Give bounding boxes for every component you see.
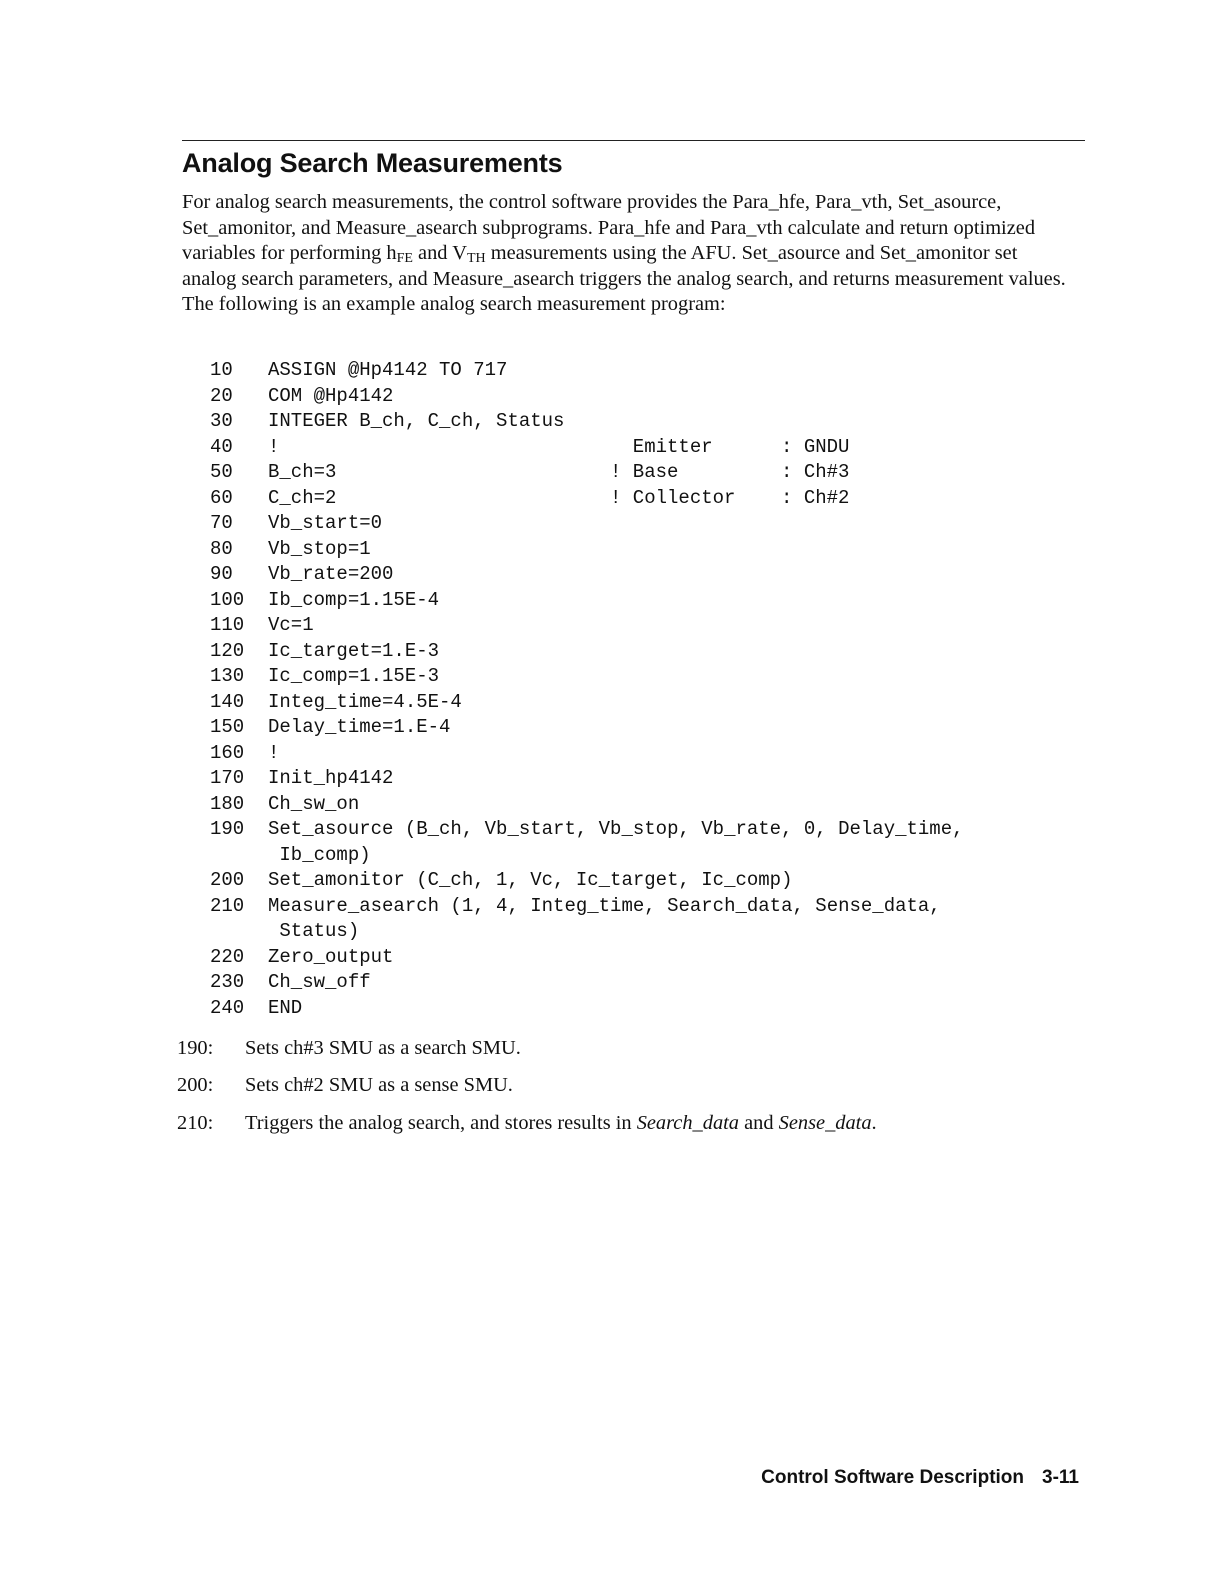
code-line [210, 562, 1010, 588]
line-number: 50 [210, 461, 233, 483]
code-line [210, 409, 1010, 435]
code-text: Ib_comp) [268, 843, 371, 866]
section-heading: Analog Search Measurements [182, 148, 563, 178]
code-text: Vb_rate=200 [268, 563, 394, 585]
code-line [210, 843, 1010, 869]
code-text: Delay_time=1.E-4 [268, 716, 451, 738]
code-line [210, 766, 1010, 792]
code-line [210, 741, 1010, 767]
code-line [210, 511, 1010, 537]
code-line [210, 945, 1010, 971]
page-number: 3-11 [1042, 1467, 1079, 1488]
code-text: Init_hp4142 [268, 767, 394, 789]
line-number: 120 [210, 639, 245, 662]
note-em-search-data: Search_data [636, 1112, 739, 1134]
footer-title: Control Software Description [761, 1467, 1025, 1488]
note-190 [177, 1035, 521, 1061]
code-line [210, 970, 1010, 996]
intro-paragraph [182, 190, 1072, 318]
note-text: Sets ch#3 SMU as a search SMU. [245, 1037, 521, 1059]
code-text: INTEGER B_ch, C_ch, Status [268, 410, 565, 432]
code-comment: ! Base : Ch#3 [610, 461, 850, 483]
note-200 [177, 1072, 513, 1098]
code-line [210, 664, 1010, 690]
line-number: 170 [210, 767, 245, 789]
code-line [210, 384, 1010, 410]
code-line [210, 715, 1010, 741]
code-text: Zero_output [268, 945, 394, 968]
code-text: Set_amonitor (C_ch, 1, Vc, Ic_target, Ic_comp) [268, 869, 793, 891]
code-text: Ib_comp=1.15E-4 [268, 588, 440, 611]
code-text: Vc=1 [268, 614, 314, 636]
line-number: 220 [210, 945, 245, 968]
note-number: 190: [177, 1037, 214, 1059]
vth-subscript: TH [466, 251, 486, 267]
line-number: 230 [210, 971, 245, 993]
note-text-post: . [871, 1112, 877, 1134]
code-text: B_ch=3 [268, 461, 337, 483]
line-number: 240 [210, 996, 245, 1019]
note-text: Sets ch#2 SMU as a sense SMU. [245, 1074, 513, 1096]
code-line [210, 792, 1010, 818]
line-number: 110 [210, 614, 245, 636]
code-text: ! [268, 435, 280, 458]
line-number: 160 [210, 741, 245, 764]
code-text: Ch_sw_off [268, 971, 371, 993]
code-text: Measure_asearch (1, 4, Integ_time, Search_data, Sense_data, [268, 894, 941, 917]
hfe-subscript: FE [396, 251, 413, 267]
intro-text-2: and V [412, 242, 467, 265]
header-rule [182, 140, 1085, 141]
code-listing [210, 358, 1010, 1021]
line-number: 60 [210, 486, 233, 509]
note-210 [177, 1110, 877, 1136]
code-text: ! [268, 741, 280, 764]
intro-text-1: For analog search measurements, the control software provides the Para_hfe, Para_vth, Set_asource, Set_amonitor, and Measure_asearch subprograms. Para_hfe and Para_vth calculate and return optimized variables for performing h [182, 191, 1036, 265]
line-number: 90 [210, 563, 233, 585]
line-number: 130 [210, 665, 245, 687]
line-number: 10 [210, 359, 233, 381]
line-number: 140 [210, 690, 245, 713]
code-line [210, 588, 1010, 614]
line-number: 30 [210, 410, 233, 432]
code-line [210, 919, 1010, 945]
line-number: 210 [210, 894, 245, 917]
code-text: COM @Hp4142 [268, 384, 394, 407]
code-line [210, 868, 1010, 894]
code-text: Integ_time=4.5E-4 [268, 690, 462, 713]
note-em-sense-data: Sense_data [778, 1112, 872, 1134]
code-line [210, 894, 1010, 920]
line-number: 40 [210, 435, 233, 458]
code-line [210, 537, 1010, 563]
code-text: Status) [268, 920, 360, 942]
code-line [210, 996, 1010, 1022]
code-line [210, 690, 1010, 716]
code-text: Ch_sw_on [268, 792, 360, 815]
line-number: 180 [210, 792, 245, 815]
line-number: 80 [210, 537, 233, 560]
code-line [210, 435, 1010, 461]
code-line [210, 639, 1010, 665]
line-number: 200 [210, 869, 245, 891]
code-line [210, 460, 1010, 486]
line-number: 150 [210, 716, 245, 738]
code-comment: ! Collector : Ch#2 [610, 486, 850, 509]
note-number: 200: [177, 1074, 214, 1096]
code-line [210, 486, 1010, 512]
line-number: 190 [210, 818, 245, 840]
page-footer [761, 1467, 1079, 1489]
code-text: Ic_target=1.E-3 [268, 639, 440, 662]
code-text: END [268, 996, 303, 1019]
code-text: Ic_comp=1.15E-3 [268, 665, 440, 687]
code-text: ASSIGN @Hp4142 TO 717 [268, 359, 508, 381]
intro-text-3: measurements using the AFU. Set_asource and Set_amonitor set analog search parameters, and Measure_asearch triggers the analog search, and returns measurement values. The following is an example analog search measurement program: [182, 242, 1066, 316]
code-comment: Emitter : GNDU [610, 435, 850, 458]
note-text-mid: and [739, 1112, 779, 1134]
line-number: 20 [210, 384, 233, 407]
code-text: Vb_stop=1 [268, 537, 371, 560]
code-line [210, 358, 1010, 384]
code-line [210, 817, 1010, 843]
note-number: 210: [177, 1112, 214, 1134]
line-number: 70 [210, 512, 233, 534]
line-number: 100 [210, 588, 245, 611]
code-text: Vb_start=0 [268, 512, 383, 534]
note-text-pre: Triggers the analog search, and stores results in [245, 1112, 637, 1134]
code-text: C_ch=2 [268, 486, 337, 509]
code-line [210, 613, 1010, 639]
code-text: Set_asource (B_ch, Vb_start, Vb_stop, Vb_rate, 0, Delay_time, [268, 818, 964, 840]
